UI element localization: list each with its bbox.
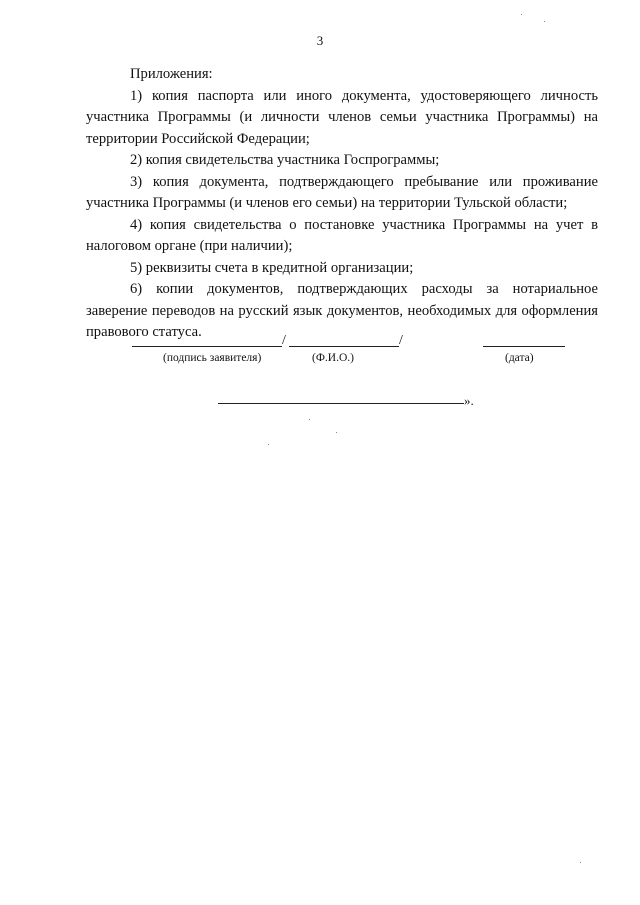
attachments-section: [86, 64, 598, 344]
signature-caption: (подпись заявителя): [163, 352, 262, 364]
date-line: [483, 346, 565, 347]
attachment-item-5: 5) реквизиты счета в кредитной организации;: [130, 259, 414, 276]
attachment-item-1: 1) копия паспорта или иного документа, удостоверяющего личность участника Программы (и личности членов семьи участника Программы) на территории Российской Федерации;: [86, 87, 598, 147]
closing-line: [218, 403, 464, 404]
scan-speck: [336, 432, 337, 433]
signature-block: [0, 333, 640, 378]
attachment-item-3: 3) копия документа, подтверждающего пребывание или проживание участника Программы (и членов его семьи) на территории Тульской области;: [86, 173, 598, 211]
scan-speck: [268, 444, 269, 445]
scan-speck: [544, 21, 545, 22]
scan-speck: [580, 862, 581, 863]
name-line: [289, 346, 399, 347]
name-caption: (Ф.И.О.): [312, 352, 354, 364]
attachment-item-4: 4) копия свидетельства о постановке участника Программы на учет в налоговом органе (при наличии);: [86, 216, 598, 254]
scan-speck: [521, 14, 522, 15]
name-separator: /: [399, 333, 403, 348]
attachments-heading: Приложения:: [130, 66, 213, 82]
scan-speck: [309, 419, 310, 420]
closing-mark: ».: [464, 393, 474, 408]
date-caption: (дата): [505, 352, 534, 364]
page-number: 3: [316, 33, 324, 48]
attachment-item-2: 2) копия свидетельства участника Госпрограммы;: [130, 152, 440, 168]
signature-separator: /: [282, 333, 286, 348]
signature-line: [132, 346, 282, 347]
attachment-item-6: 6) копии документов, подтверждающих расходы за нотариальное заверение переводов на русский язык документов, необходимых для оформления правового статуса.: [86, 281, 598, 340]
